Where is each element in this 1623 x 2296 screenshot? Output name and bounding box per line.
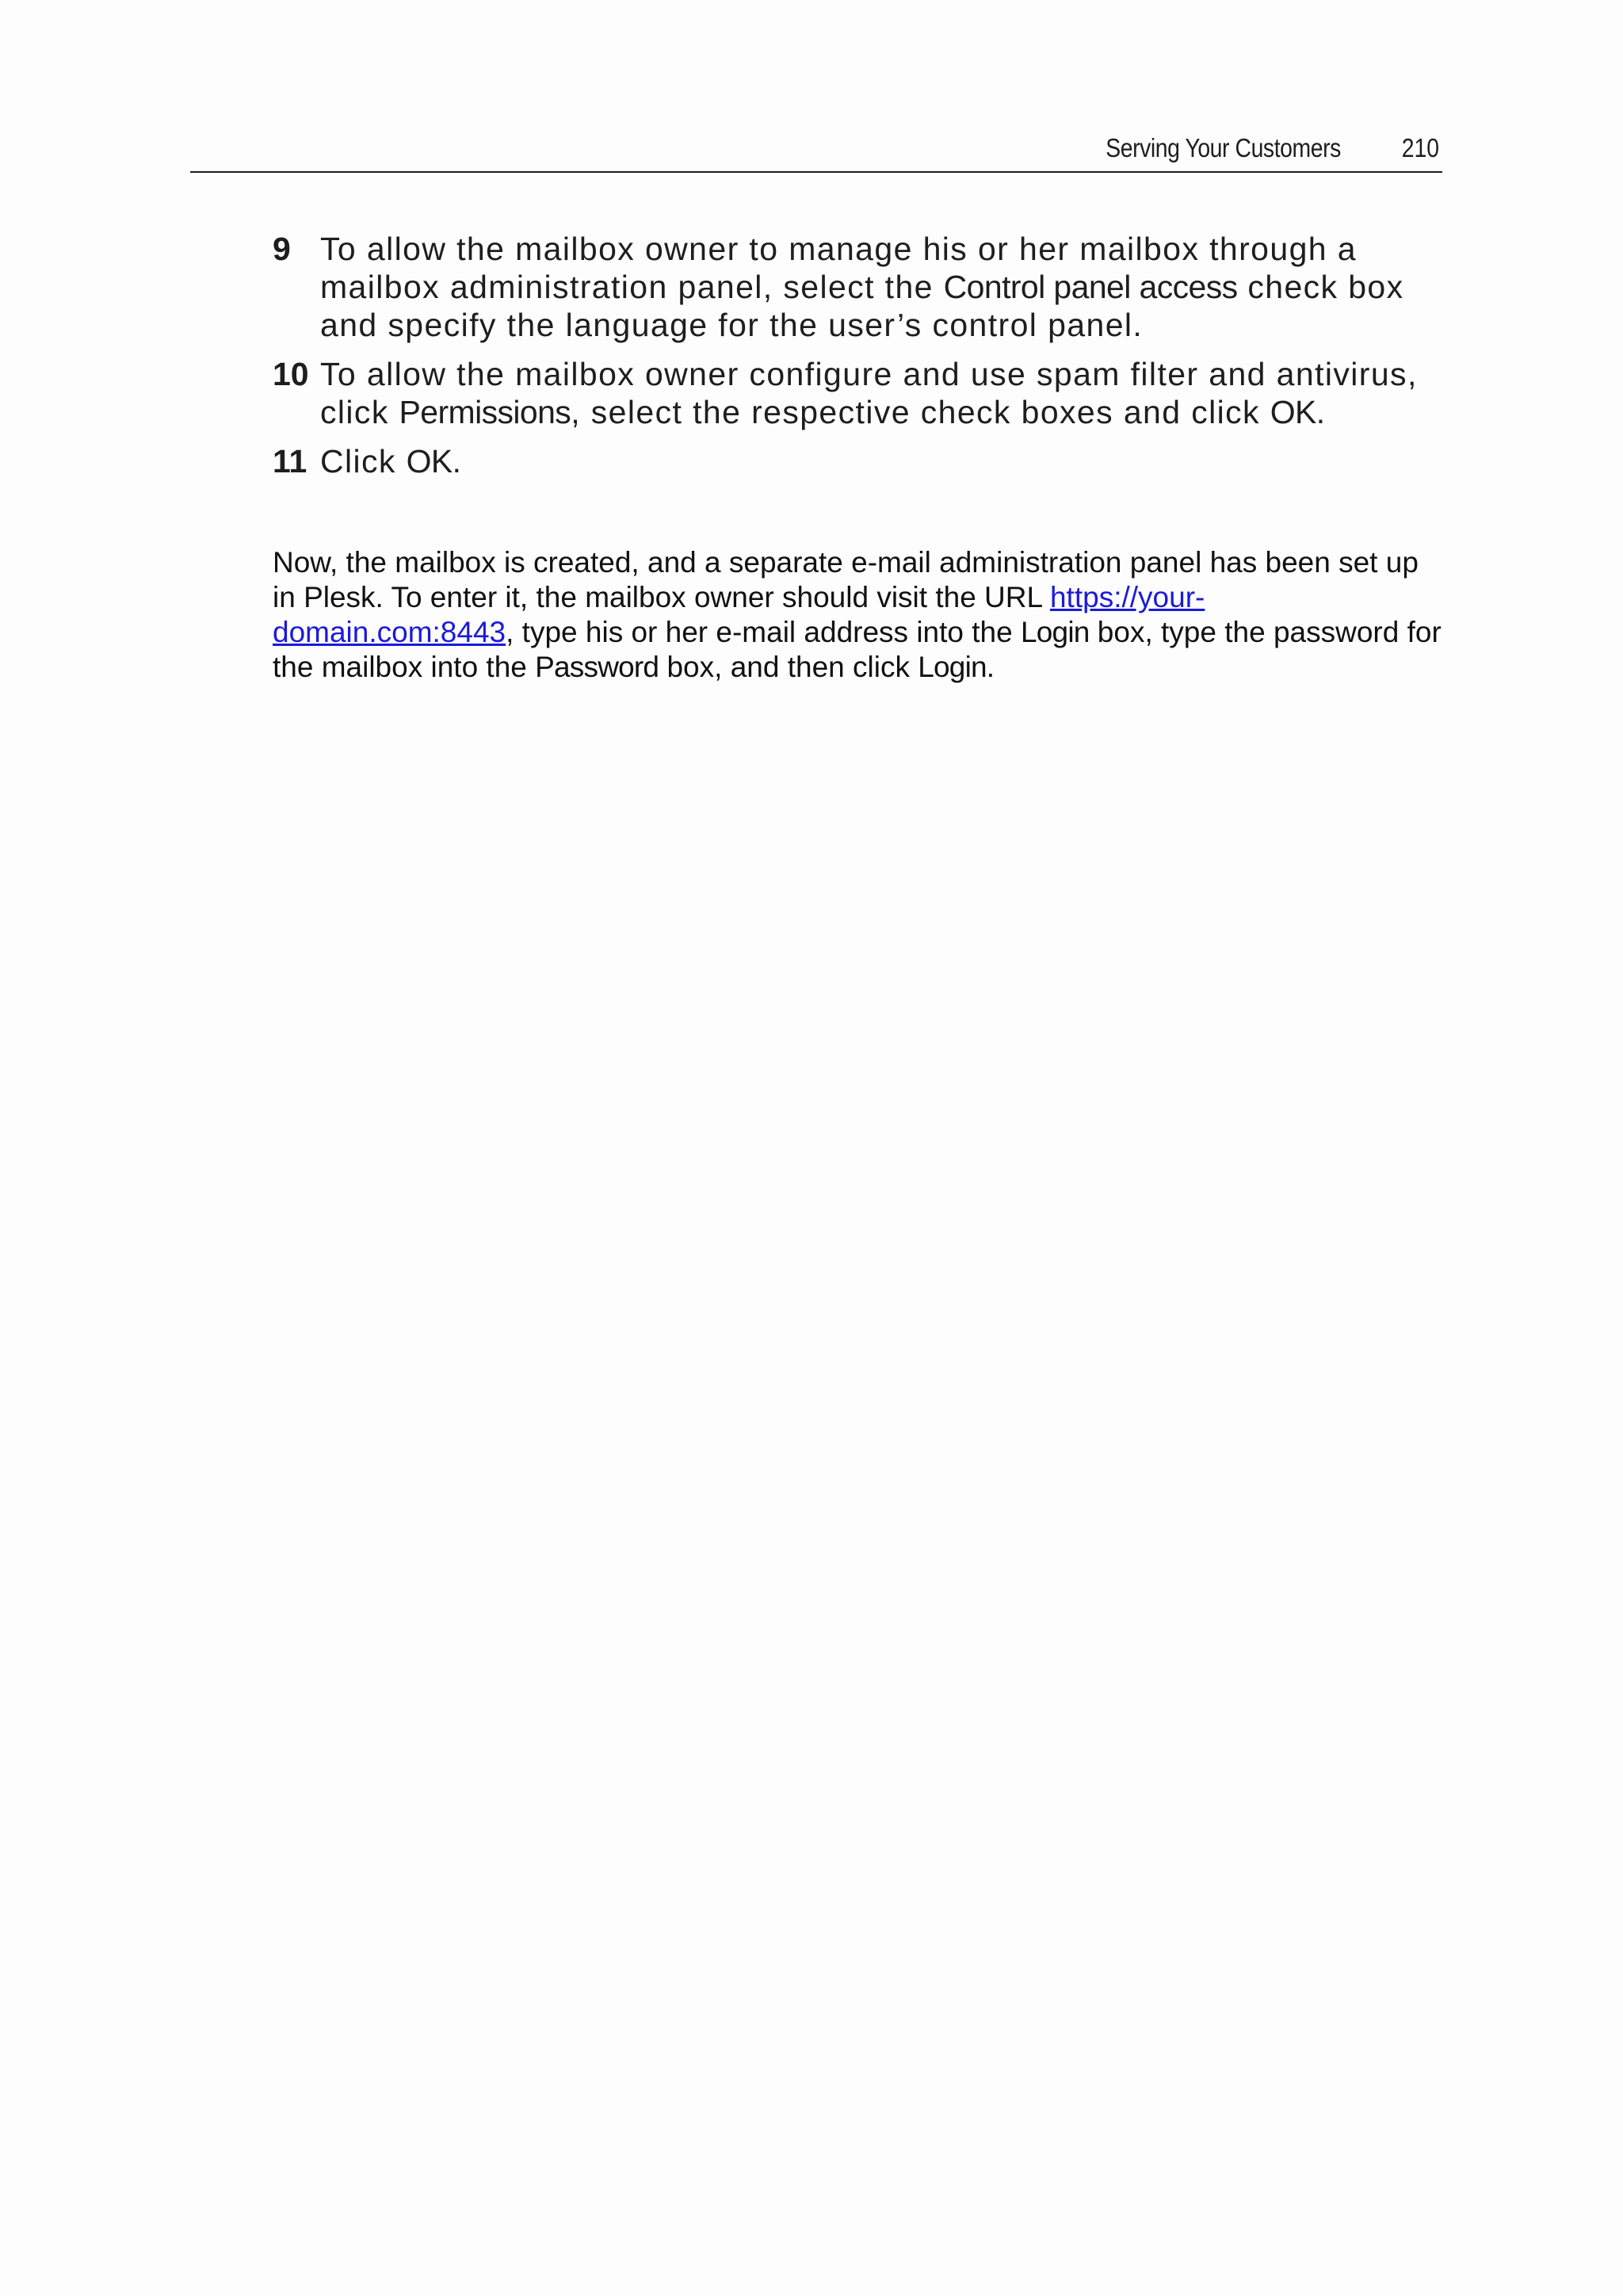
ui-term-ok: OK (1270, 394, 1316, 430)
ui-term-ok: OK (406, 443, 453, 479)
section-title: Serving Your Customers (1106, 133, 1341, 162)
paragraph-text: . (986, 651, 995, 683)
step-text-part: . (1316, 394, 1327, 430)
step-text-part: To allow the mailbox owner configure and use spam filter and antivirus, click (320, 356, 1418, 430)
step-text (320, 355, 1445, 431)
step-text (320, 230, 1445, 344)
step-item (273, 442, 1445, 480)
step-number: 10 (273, 356, 309, 392)
step-text-part: , select the respective check boxes and click (571, 394, 1270, 430)
closing-paragraph (273, 545, 1445, 685)
step-text-part: Click (320, 443, 407, 479)
step-number: 9 (273, 231, 291, 267)
paragraph-text: , type his or her e-mail address into the (506, 616, 1021, 648)
running-header (190, 133, 1442, 173)
ui-term-permissions: Permissions (399, 394, 571, 430)
paragraph-text: Now, the mailbox is created, and a separate e-mail administration panel has been set up in Plesk. To enter it, the mailbox owner should visit the URL (273, 546, 1419, 613)
ui-term-login-field: Login (1021, 616, 1090, 648)
step-item (273, 230, 1445, 344)
step-text-part: check box and specify the language for the user’s control panel. (320, 269, 1404, 343)
step-text-part: . (452, 443, 463, 479)
step-text (320, 442, 1445, 480)
ui-term-login-button: Login (918, 651, 987, 683)
page-number: 210 (1401, 133, 1439, 162)
paragraph-text: box, type the password for the mailbox into the (273, 616, 1442, 683)
ui-term-control-panel-access: Control panel access (943, 269, 1238, 305)
step-item (273, 355, 1445, 431)
ui-term-password-field: Password (535, 651, 659, 683)
url-link[interactable]: https://your-domain.com:8443 (273, 581, 1205, 648)
step-number: 11 (273, 443, 307, 479)
step-list (273, 230, 1445, 491)
step-text-part: To allow the mailbox owner to manage his or her mailbox through a mailbox administration panel, select the (320, 231, 1357, 305)
paragraph-text: box, and then click (659, 651, 918, 683)
